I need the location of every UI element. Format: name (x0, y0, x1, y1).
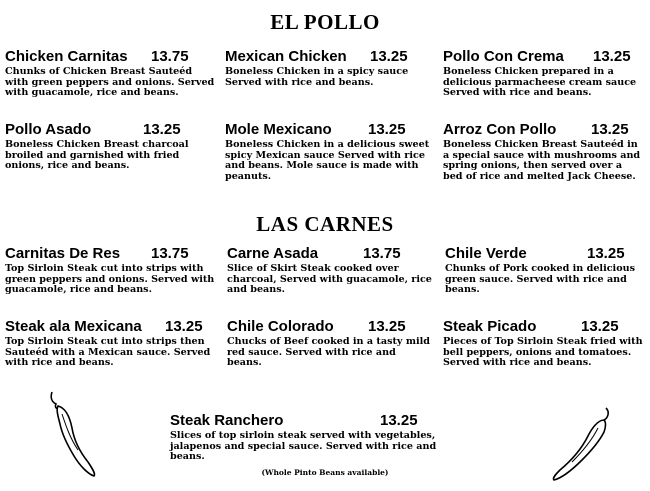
item-description: Boneless Chicken Breast charcoal broiled and garnished with fried onions, rice and beans. (5, 139, 189, 172)
menu-item-chicken-carnitas (5, 48, 217, 99)
item-price: 13.25 (591, 121, 629, 138)
item-name: Chile Verde (445, 245, 527, 262)
item-price: 13.25 (143, 121, 181, 138)
item-description: Boneless Chicken in a spicy sauce Served with rice and beans. (225, 66, 409, 88)
menu-item-pollo-con-crema (443, 48, 643, 99)
menu-item-mole-mexicano (225, 121, 437, 182)
menu-item-mexican-chicken (225, 48, 435, 88)
item-name: Arroz Con Pollo (443, 121, 557, 138)
item-name: Chile Colorado (227, 318, 334, 335)
item-price: 13.75 (151, 48, 189, 65)
item-name: Carne Asada (227, 245, 319, 262)
item-price: 13.25 (368, 121, 406, 138)
section-title-las-carnes: LAS CARNES (256, 212, 394, 236)
item-price: 13.25 (380, 412, 418, 429)
item-name: Mexican Chicken (225, 48, 347, 65)
footnote-pinto-beans: (Whole Pinto Beans available) (261, 468, 389, 477)
item-price: 13.75 (151, 245, 189, 262)
item-price: 13.25 (593, 48, 631, 65)
section-title-el-pollo: EL POLLO (270, 10, 380, 34)
menu-item-carnitas-de-res (5, 245, 217, 296)
item-name: Steak Picado (443, 318, 537, 335)
item-description: Top Sirloin Steak cut into strips then Sauteéd with a Mexican sauce. Served with rice and beans. (5, 336, 211, 369)
menu-item-carne-asada (227, 245, 432, 296)
menu-item-chile-colorado (227, 318, 432, 369)
item-name: Carnitas De Res (5, 245, 121, 262)
item-description: Chunks of Pork cooked in delicious green sauce. Served with rice and beans. (445, 263, 635, 296)
item-price: 13.25 (165, 318, 203, 335)
item-description: Slice of Skirt Steak cooked over charcoal, Served with guacamole, rice and beans. (227, 263, 432, 296)
item-price: 13.25 (581, 318, 619, 335)
item-name: Steak Ranchero (170, 412, 284, 429)
item-name: Chicken Carnitas (5, 48, 128, 65)
item-description: Boneless Chicken Breast Sauteéd in a special sauce with mushrooms and spring onions, then served over a bed of rice and melted Jack Cheese. (443, 139, 641, 182)
item-name: Steak ala Mexicana (5, 318, 142, 335)
menu-item-chile-verde (445, 245, 643, 296)
item-description: Top Sirloin Steak cut into strips with green peppers and onions. Served with guacamole, rice and beans. (5, 263, 215, 296)
item-description: Boneless Chicken in a delicious sweet spicy Mexican sauce Served with rice and beans. Mole sauce is made with peanuts. (225, 139, 430, 182)
item-price: 13.25 (368, 318, 406, 335)
item-description: Chucks of Beef cooked in a tasty mild red sauce. Served with rice and beans. (227, 336, 430, 369)
item-description: Boneless Chicken prepared in a delicious parmacheese cream sauce Served with rice and beans. (443, 66, 637, 99)
menu-item-steak-ranchero (170, 412, 438, 463)
item-description: Pieces of Top Sirloin Steak fried with bell peppers, onions and tomatoes. Served with rice and beans. (443, 336, 643, 369)
menu-item-steak-ala-mexicana (5, 318, 217, 369)
item-name: Mole Mexicano (225, 121, 332, 138)
item-name: Pollo Asado (5, 121, 92, 138)
menu-item-arroz-con-pollo (443, 121, 643, 182)
menu-item-pollo-asado (5, 121, 217, 172)
item-price: 13.25 (370, 48, 408, 65)
chili-pepper-icon-left (40, 388, 100, 478)
menu-item-steak-picado (443, 318, 643, 369)
item-name: Pollo Con Crema (443, 48, 564, 65)
item-description: Chunks of Chicken Breast Sauteéd with green peppers and onions. Served with guacamole, rice and beans. (5, 66, 215, 99)
item-description: Slices of top sirloin steak served with vegetables, jalapenos and special sauce. Served with rice and beans. (170, 430, 437, 463)
item-price: 13.75 (363, 245, 401, 262)
item-price: 13.25 (587, 245, 625, 262)
chili-pepper-icon-right (548, 402, 618, 482)
